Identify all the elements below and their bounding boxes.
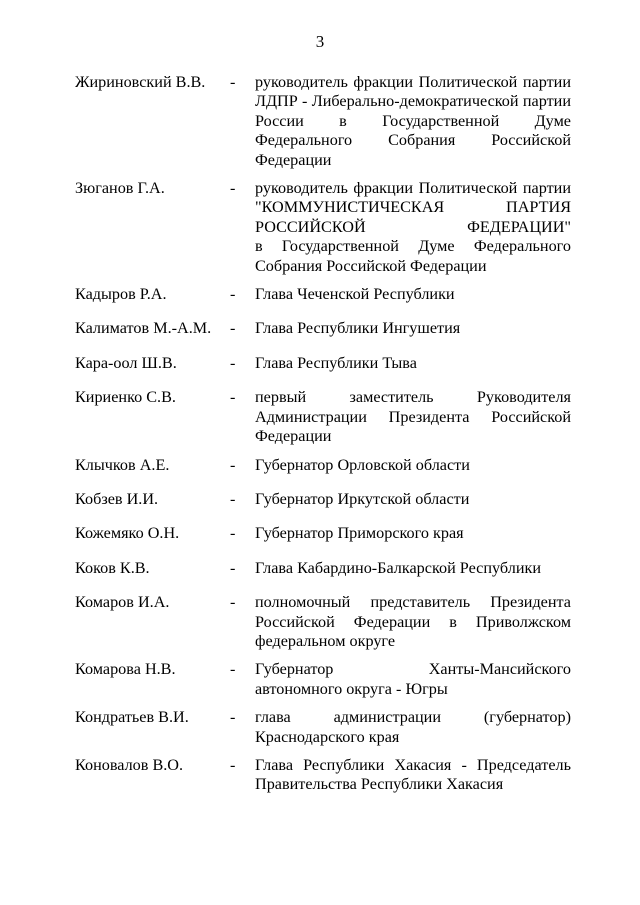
member-name: Жириновский В.В. <box>75 73 206 91</box>
position-line: Федерации <box>255 150 332 169</box>
position-line: Глава Республики Ингушетия <box>255 319 461 338</box>
position-line: первый заместитель Руководителя <box>255 388 571 407</box>
position-line: Федерации <box>255 427 332 446</box>
member-position <box>255 73 571 170</box>
member-name: Коновалов В.О. <box>75 755 184 774</box>
position-line: автономного округа - Югры <box>255 679 448 698</box>
separator-dash: - <box>230 388 236 407</box>
position-line: Губернатор Приморского края <box>255 524 464 543</box>
member-name: Зюганов Г.А. <box>75 179 165 198</box>
list-item <box>0 660 640 699</box>
separator-dash: - <box>230 285 236 304</box>
separator-dash: - <box>230 524 236 543</box>
separator-dash: - <box>230 755 236 774</box>
member-position <box>255 388 571 446</box>
member-name: Кара-оол Ш.В. <box>75 353 177 372</box>
list-item <box>0 456 640 475</box>
list-item <box>0 285 640 304</box>
position-line: Губернатор Орловской области <box>255 455 470 474</box>
member-position <box>255 354 571 373</box>
position-line: "КОММУНИСТИЧЕСКАЯ ПАРТИЯ <box>255 198 571 217</box>
separator-dash: - <box>230 353 236 372</box>
position-line: руководитель фракции Политической партии <box>255 179 571 198</box>
list-item <box>0 559 640 578</box>
position-line: в Государственной Думе Федерального <box>255 237 571 256</box>
position-line: Федерального Собрания Российской <box>255 131 571 150</box>
list-item <box>0 708 640 747</box>
list-item <box>0 179 640 276</box>
separator-dash: - <box>230 708 236 727</box>
position-line: руководитель фракции Политической партии <box>255 73 571 91</box>
member-position <box>255 756 571 795</box>
member-position <box>255 456 571 475</box>
list-item <box>0 319 640 338</box>
member-position <box>255 559 571 578</box>
member-name: Кобзев И.И. <box>75 489 159 508</box>
list-item <box>0 756 640 795</box>
position-line: федеральном округе <box>255 631 396 650</box>
separator-dash: - <box>230 73 236 91</box>
member-name: Кондратьев В.И. <box>75 708 189 727</box>
position-line: Правительства Республики Хакасия <box>255 775 504 794</box>
separator-dash: - <box>230 489 236 508</box>
member-name: Калиматов М.-А.М. <box>75 319 212 338</box>
separator-dash: - <box>230 558 236 577</box>
member-position <box>255 524 571 543</box>
position-line: Администрации Президента Российской <box>255 407 571 426</box>
position-line: Глава Республики Тыва <box>255 353 417 372</box>
member-name: Кириенко С.В. <box>75 388 176 407</box>
position-line: Краснодарского края <box>255 727 400 746</box>
position-line: полномочный представитель Президента <box>255 593 571 612</box>
member-position <box>255 593 571 651</box>
separator-dash: - <box>230 455 236 474</box>
member-name: Комарова Н.В. <box>75 660 176 679</box>
list-item <box>0 73 640 170</box>
member-position <box>255 490 571 509</box>
list-item <box>0 524 640 543</box>
member-position <box>255 285 571 304</box>
separator-dash: - <box>230 660 236 679</box>
position-line: Российской Федерации в Приволжском <box>255 612 571 631</box>
member-name: Коков К.В. <box>75 558 150 577</box>
separator-dash: - <box>230 593 236 612</box>
position-line: Губернатор Иркутской области <box>255 489 470 508</box>
member-name: Кожемяко О.Н. <box>75 524 180 543</box>
member-name: Клычков А.Е. <box>75 455 170 474</box>
list-item <box>0 354 640 373</box>
member-name: Комаров И.А. <box>75 593 170 612</box>
member-list <box>0 73 640 804</box>
position-line: России в Государственной Думе <box>255 111 571 130</box>
position-line: Собрания Российской Федерации <box>255 256 487 275</box>
member-position <box>255 319 571 338</box>
position-line: Глава Республики Хакасия - Председатель <box>255 755 571 774</box>
member-position <box>255 179 571 276</box>
separator-dash: - <box>230 319 236 338</box>
member-position <box>255 708 571 747</box>
position-line: РОССИЙСКОЙ ФЕДЕРАЦИИ" <box>255 217 571 236</box>
position-line: ЛДПР - Либерально-демократической партии <box>255 92 571 111</box>
position-line: Глава Кабардино-Балкарской Республики <box>255 558 542 577</box>
separator-dash: - <box>230 179 236 198</box>
list-item <box>0 388 640 446</box>
position-line: Губернатор Ханты-Мансийского <box>255 660 571 679</box>
member-position <box>255 660 571 699</box>
list-item <box>0 593 640 651</box>
member-name: Кадыров Р.А. <box>75 285 167 304</box>
page-number: 3 <box>315 32 325 51</box>
position-line: глава администрации (губернатор) <box>255 708 571 727</box>
list-item <box>0 490 640 509</box>
position-line: Глава Чеченской Республики <box>255 285 455 304</box>
